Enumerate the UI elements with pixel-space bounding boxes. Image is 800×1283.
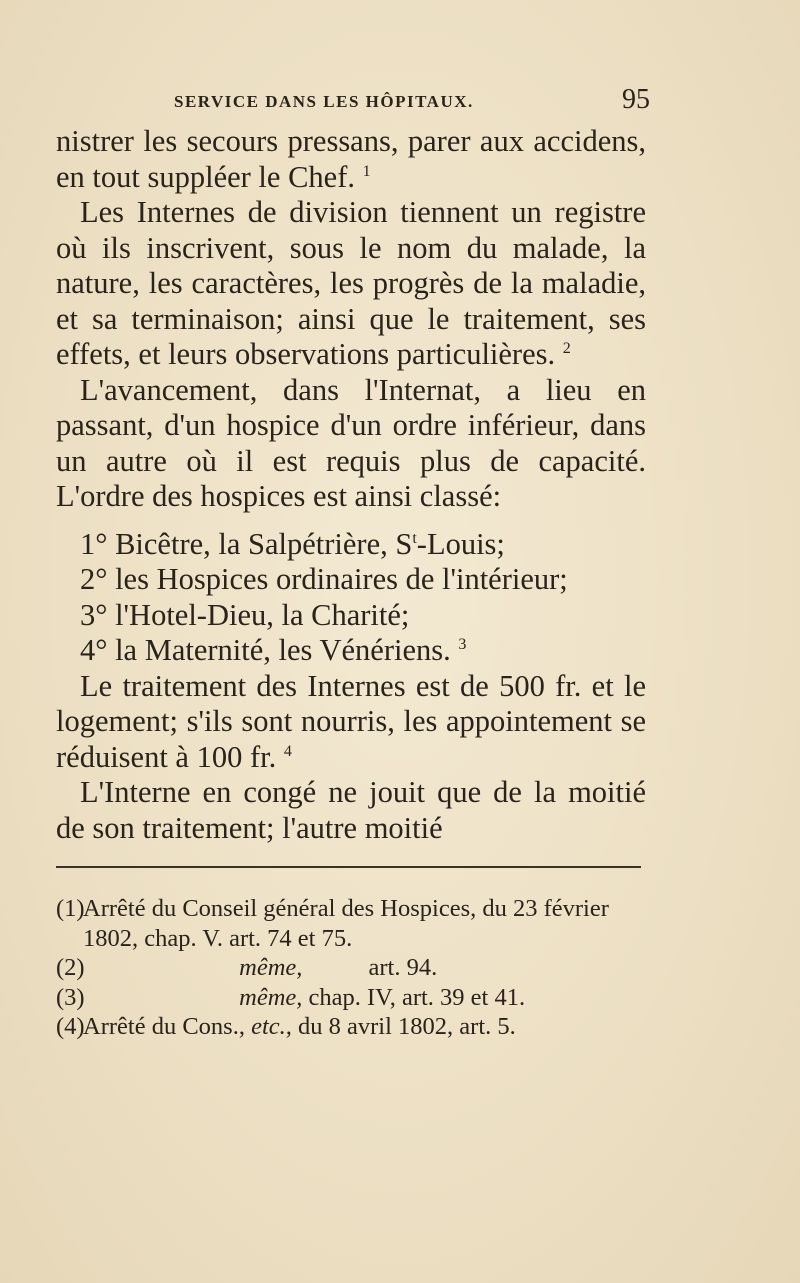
paragraph-5-text: L'Interne en congé ne jouit que de la moitié de son traitement; l'autre moitié xyxy=(56,775,646,845)
footnote xyxy=(56,953,646,983)
footnote-divider xyxy=(56,866,641,868)
list-text: Bicêtre, la Salpétrière, S xyxy=(115,526,413,561)
footnote-text: art. 94. xyxy=(368,954,438,981)
superscript: t xyxy=(412,529,417,547)
list-text: les Hospices ordinaires de l'intérieur; xyxy=(115,562,568,596)
paragraph-1 xyxy=(56,124,646,195)
main-text xyxy=(56,124,646,846)
footnote-marker: (4) xyxy=(56,1013,85,1040)
footnote-italic: même, xyxy=(239,954,303,981)
footnote-ref-4: 4 xyxy=(283,742,292,760)
list-item xyxy=(56,633,646,669)
footnote-ref-2: 2 xyxy=(562,339,571,357)
footnote-text: Arrêté du Conseil général des Hospices, du 23 février 1802, chap. V. art. 74 et 75. xyxy=(83,895,609,952)
list-text-cont: -Louis; xyxy=(416,526,505,561)
footnote-marker: (3) xyxy=(56,983,85,1011)
page-number: 95 xyxy=(622,84,650,115)
footnote-text: Arrêté du Cons., xyxy=(83,1013,245,1040)
footnote xyxy=(56,1012,646,1042)
paragraph-2-text: Les Internes de division tiennent un registre où ils inscrivent, sous le nom du malade, la nature, les caractères, les progrès de la maladie, et sa terminaison; ainsi que le traitement, ses effets, et leurs observations particulières. xyxy=(56,195,646,371)
paragraph-3-text: L'avancement, dans l'Internat, a lieu en passant, d'un hospice d'un ordre inférieur, dans un autre où il est requis plus de capacité. L'ordre des hospices est ainsi classé: xyxy=(56,372,646,513)
footnote-marker: (2) xyxy=(56,954,85,981)
paragraph-5 xyxy=(56,775,646,846)
footnote-ref-1: 1 xyxy=(362,162,371,180)
list-text: l'Hotel-Dieu, la Charité; xyxy=(115,597,410,632)
spacer xyxy=(56,515,646,527)
footnotes xyxy=(56,894,646,1042)
footnote xyxy=(56,894,646,953)
list-item xyxy=(56,598,646,634)
list-marker: 4° xyxy=(80,633,108,667)
footnote-ref-3: 3 xyxy=(458,635,467,653)
footnote xyxy=(56,983,646,1013)
book-page xyxy=(56,84,650,1042)
list-item xyxy=(56,527,646,563)
paragraph-1-text: nistrer les secours pressans, parer aux accidens, en tout suppléer le Chef. xyxy=(56,124,646,194)
footnote-marker: (1) xyxy=(56,895,85,922)
footnote-text: chap. IV, art. 39 et 41. xyxy=(308,983,526,1011)
paragraph-4 xyxy=(56,669,646,776)
paragraph-4-text: Le traitement des Internes est de 500 fr. et le logement; s'ils sont nourris, les appointement se réduisent à 100 fr. xyxy=(56,668,646,774)
list-item xyxy=(56,562,646,598)
list-marker: 3° xyxy=(80,597,108,632)
list-marker: 1° xyxy=(80,526,108,561)
paragraph-2 xyxy=(56,195,646,373)
list-marker: 2° xyxy=(80,562,108,596)
footnote-italic: etc., xyxy=(251,1013,292,1040)
list-text: la Maternité, les Vénériens. xyxy=(115,633,451,667)
running-head: SERVICE DANS LES HÔPITAUX. xyxy=(174,92,474,111)
paragraph-3 xyxy=(56,373,646,515)
footnote-text-cont: du 8 avril 1802, art. 5. xyxy=(298,1013,516,1040)
footnote-italic: même, xyxy=(239,983,303,1011)
page-header xyxy=(56,84,650,118)
